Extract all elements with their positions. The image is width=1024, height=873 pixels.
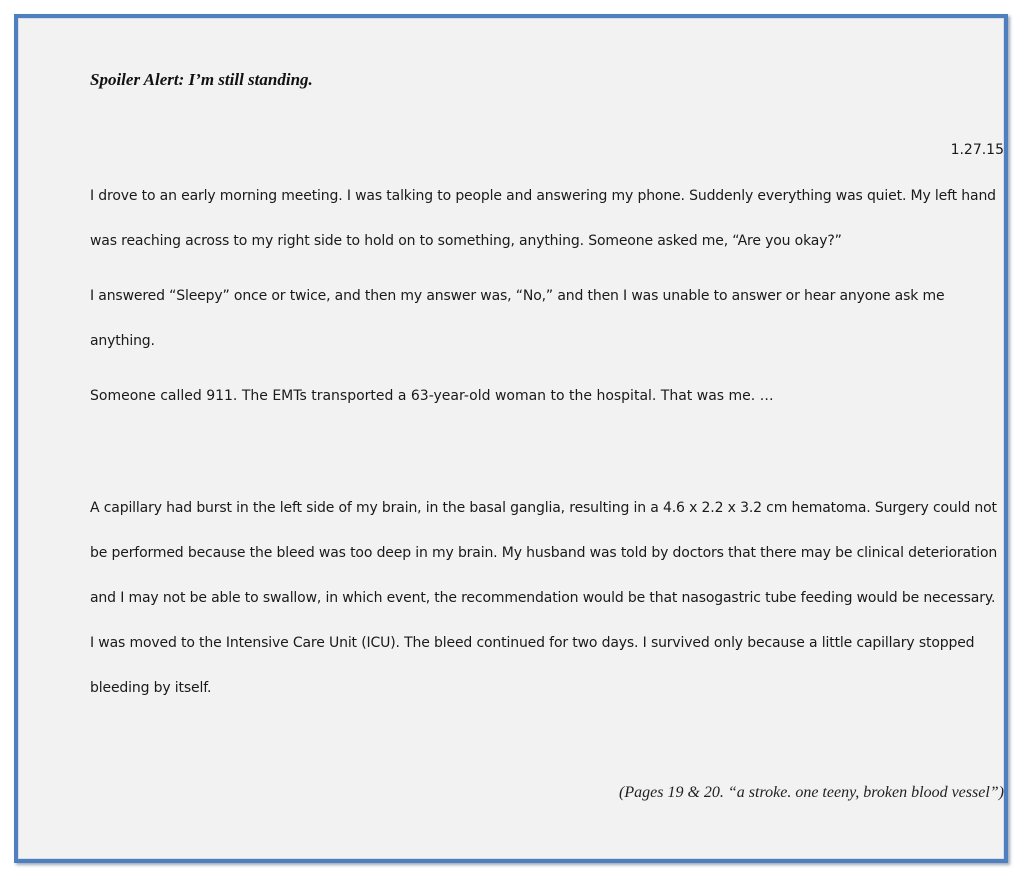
document-frame	[14, 14, 1008, 863]
document-heading: Spoiler Alert: I’m still standing.	[90, 70, 313, 89]
page-citation: (Pages 19 & 20. “a stroke. one teeny, broken blood vessel”)	[619, 784, 1004, 801]
paragraph-3: Someone called 911. The EMTs transported a 63-year-old woman to the hospital. That was me. …	[90, 388, 774, 404]
entry-date: 1.27.15	[950, 142, 1004, 158]
paragraph-1: I drove to an early morning meeting. I was talking to people and answering my phone. Suddenly everything was quiet. My left hand was reaching across to my right side to hold on to something, anything. Someone asked me, “Are you okay?”	[90, 188, 996, 249]
paragraph-2: I answered “Sleepy” once or twice, and then my answer was, “No,” and then I was unable to answer or hear anyone ask me anything.	[90, 288, 945, 349]
paragraph-4: A capillary had burst in the left side of my brain, in the basal ganglia, resulting in a 4.6 x 2.2 x 3.2 cm hematoma. Surgery could not be performed because the bleed was too deep in my brain. My husband was told by doctors that there may be clinical deterioration and I may not be able to swallow, in which event, the recommendation would be that nasogastric tube feeding would be necessary. I was moved to the Intensive Care Unit (ICU). The bleed continued for two days. I survived only because a little capillary stopped bleeding by itself.	[90, 500, 998, 696]
frame-inner-border	[18, 18, 1004, 859]
